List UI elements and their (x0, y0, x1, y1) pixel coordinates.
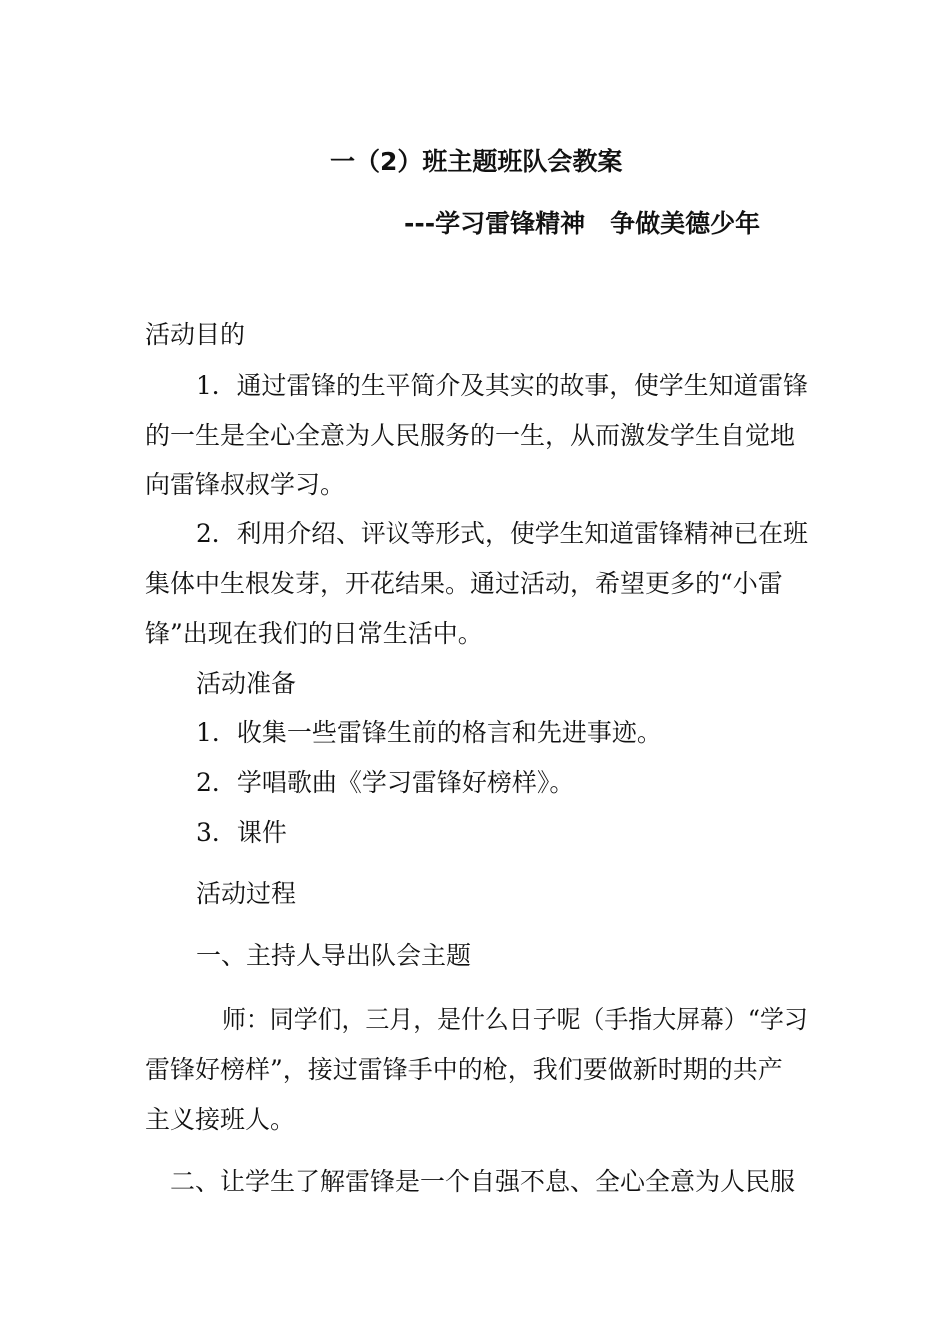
goal-2-line3: 锋”出现在我们的日常生活中。 (145, 619, 483, 648)
goal-2-line2: 集体中生根发芽，开花结果。通过活动，希望更多的“小雷 (145, 569, 783, 598)
goal-2-line1: 2．利用介绍、评议等形式，使学生知道雷锋精神已在班 (196, 519, 808, 548)
document-title: 一（2）班主题班队会教案 (330, 147, 623, 176)
prep-item-1: 1．收集一些雷锋生前的格言和先进事迹。 (196, 718, 662, 747)
document-subtitle: ---学习雷锋精神 争做美德少年 (404, 209, 761, 238)
goal-1-line2: 的一生是全心全意为人民服务的一生，从而激发学生自觉地 (145, 421, 796, 450)
prep-item-3: 3．课件 (196, 818, 287, 847)
section-heading-process: 活动过程 (196, 879, 297, 908)
section-heading-prep: 活动准备 (196, 669, 297, 698)
step-1-line2: 雷锋好榜样”，接过雷锋手中的枪，我们要做新时期的共产 (145, 1055, 783, 1084)
goal-1-line3: 向雷锋叔叔学习。 (145, 470, 346, 499)
step-1-line3: 主义接班人。 (145, 1105, 296, 1134)
prep-item-2: 2．学唱歌曲《学习雷锋好榜样》。 (196, 768, 575, 797)
step-1-line1: 师：同学们，三月，是什么日子呢（手指大屏幕）“学习 (222, 1005, 808, 1034)
goal-1-line1: 1．通过雷锋的生平简介及其实的故事，使学生知道雷锋 (196, 371, 808, 400)
section-heading-goal: 活动目的 (145, 320, 246, 349)
step-2-line1: 二、让学生了解雷锋是一个自强不息、全心全意为人民服 (170, 1167, 796, 1196)
step-1-heading: 一、主持人导出队会主题 (196, 941, 472, 970)
